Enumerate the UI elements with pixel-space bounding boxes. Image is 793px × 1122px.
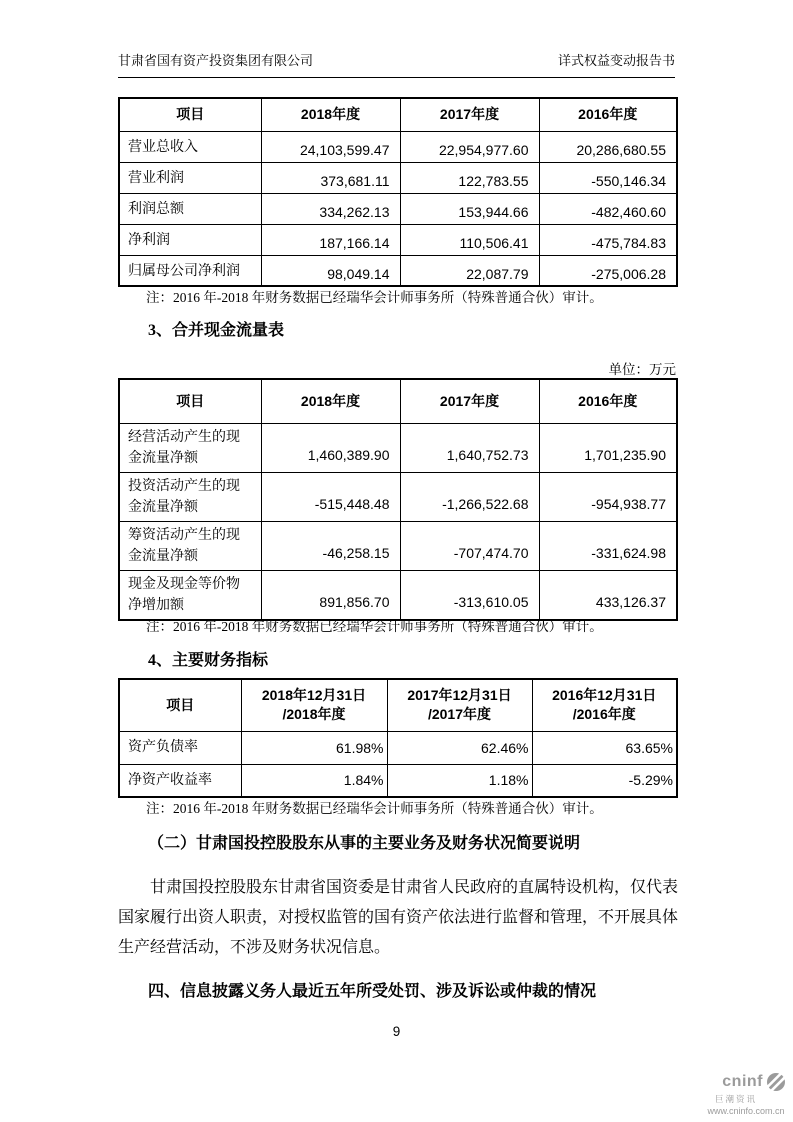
report-title: 详式权益变动报告书: [557, 53, 675, 68]
value-2017: 1.18%: [387, 764, 532, 797]
row-label: 净资产收益率: [119, 764, 241, 797]
income-statement-table: [118, 97, 678, 287]
table-row: [119, 131, 677, 162]
row-label: 投资活动产生的现金流量净额: [119, 472, 261, 521]
header-line-1: 2017年12月31日: [407, 687, 512, 704]
value-2017: 122,783.55: [400, 162, 539, 193]
paragraph-line: 生产经营活动，不涉及财务状况信息。: [118, 939, 391, 956]
col-header-2018: [241, 679, 387, 731]
value-2017: -313,610.05: [400, 570, 539, 620]
row-label: 筹资活动产生的现金流量净额: [119, 521, 261, 570]
table-row: [119, 423, 677, 472]
value-2018: 1.84%: [241, 764, 387, 797]
value-2018: 373,681.11: [261, 162, 400, 193]
cash-flow-table: [118, 378, 678, 621]
audit-note: 注：2016 年-2018 年财务数据已经瑞华会计师事务所（特殊普通合伙）审计。: [146, 619, 603, 634]
col-header-2017: 2017年度: [400, 379, 539, 423]
value-2017: 62.46%: [387, 731, 532, 764]
table-header-row: [119, 98, 677, 131]
header-line-2: /2018年度: [282, 706, 346, 723]
value-2016: 1,701,235.90: [539, 423, 677, 472]
value-2017: 22,087.79: [400, 255, 539, 286]
section-heading-cash-flow: 3、合并现金流量表: [148, 322, 285, 339]
col-header-2018: 2018年度: [261, 379, 400, 423]
section-heading-indicators: 4、主要财务指标: [148, 652, 269, 669]
value-2016: 20,286,680.55: [539, 131, 677, 162]
value-2018: -515,448.48: [261, 472, 400, 521]
row-label: 营业总收入: [119, 131, 261, 162]
value-2017: -1,266,522.68: [400, 472, 539, 521]
col-header-2017: 2017年度: [400, 98, 539, 131]
value-2016: 433,126.37: [539, 570, 677, 620]
table-row: [119, 224, 677, 255]
cninfo-caption: 巨潮资讯: [714, 1094, 757, 1104]
table-row: [119, 472, 677, 521]
col-header-2017: [387, 679, 532, 731]
unit-label: 单位：万元: [608, 362, 676, 377]
row-label: 现金及现金等价物净增加额: [119, 570, 261, 620]
col-header-item: 项目: [119, 379, 261, 423]
table-row: [119, 255, 677, 286]
table-row: [119, 193, 677, 224]
header-line-1: 2016年12月31日: [552, 687, 657, 704]
value-2017: 22,954,977.60: [400, 131, 539, 162]
value-2017: 1,640,752.73: [400, 423, 539, 472]
row-label: 净利润: [119, 224, 261, 255]
header-line-2: /2017年度: [427, 706, 492, 723]
value-2017: 153,944.66: [400, 193, 539, 224]
page-header: [118, 53, 675, 78]
row-label: 营业利润: [119, 162, 261, 193]
col-header-2016: [532, 679, 677, 731]
cninfo-watermark: [703, 1071, 789, 1116]
value-2018: 24,103,599.47: [261, 131, 400, 162]
row-label: 归属母公司净利润: [119, 255, 261, 286]
header-line-1: 2018年12月31日: [261, 687, 367, 704]
table-row: [119, 521, 677, 570]
col-header-2016: 2016年度: [539, 379, 677, 423]
financial-indicators-table: [118, 678, 678, 798]
col-header-item: 项目: [119, 679, 241, 731]
value-2017: 110,506.41: [400, 224, 539, 255]
audit-note: 注：2016 年-2018 年财务数据已经瑞华会计师事务所（特殊普通合伙）审计。: [146, 290, 603, 305]
header-line-2: /2016年度: [572, 706, 636, 723]
paragraph-line: 甘肃国投控股股东甘肃省国资委是甘肃省人民政府的直属特设机构，仅代表: [150, 879, 679, 896]
value-2016: -331,624.98: [539, 521, 677, 570]
value-2018: 1,460,389.90: [261, 423, 400, 472]
value-2016: -550,146.34: [539, 162, 677, 193]
table-row: [119, 764, 677, 797]
table-row: [119, 570, 677, 620]
section-heading-penalties: 四、信息披露义务人最近五年所受处罚、涉及诉讼或仲裁的情况: [148, 983, 597, 1000]
cninfo-swirl-icon: [765, 1071, 787, 1093]
value-2016: -275,006.28: [539, 255, 677, 286]
value-2018: -46,258.15: [261, 521, 400, 570]
col-header-2018: 2018年度: [261, 98, 400, 131]
row-label: 经营活动产生的现金流量净额: [119, 423, 261, 472]
value-2018: 98,049.14: [261, 255, 400, 286]
value-2018: 61.98%: [241, 731, 387, 764]
paragraph-line: 国家履行出资人职责，对授权监管的国有资产依法进行监督和管理，不开展具体: [118, 909, 679, 926]
cninfo-url: www.cninfo.com.cn: [707, 1105, 785, 1116]
table-row: [119, 162, 677, 193]
col-header-2016: 2016年度: [539, 98, 677, 131]
value-2018: 187,166.14: [261, 224, 400, 255]
table-header-row: [119, 379, 677, 423]
value-2016: -475,784.83: [539, 224, 677, 255]
row-label: 资产负债率: [119, 731, 241, 764]
cninfo-logo-text: cninf: [722, 1073, 763, 1090]
col-header-item: 项目: [119, 98, 261, 131]
table-row: [119, 731, 677, 764]
section-heading-business-summary: （二）甘肃国投控股股东从事的主要业务及财务状况简要说明: [148, 835, 581, 852]
page-number: 9: [392, 1024, 401, 1039]
row-label: 利润总额: [119, 193, 261, 224]
value-2016: 63.65%: [532, 731, 677, 764]
value-2016: -5.29%: [532, 764, 677, 797]
company-name: 甘肃省国有资产投资集团有限公司: [118, 53, 314, 68]
value-2016: -482,460.60: [539, 193, 677, 224]
value-2017: -707,474.70: [400, 521, 539, 570]
value-2018: 891,856.70: [261, 570, 400, 620]
value-2018: 334,262.13: [261, 193, 400, 224]
table-header-row: [119, 679, 677, 731]
value-2016: -954,938.77: [539, 472, 677, 521]
audit-note: 注：2016 年-2018 年财务数据已经瑞华会计师事务所（特殊普通合伙）审计。: [146, 801, 603, 816]
